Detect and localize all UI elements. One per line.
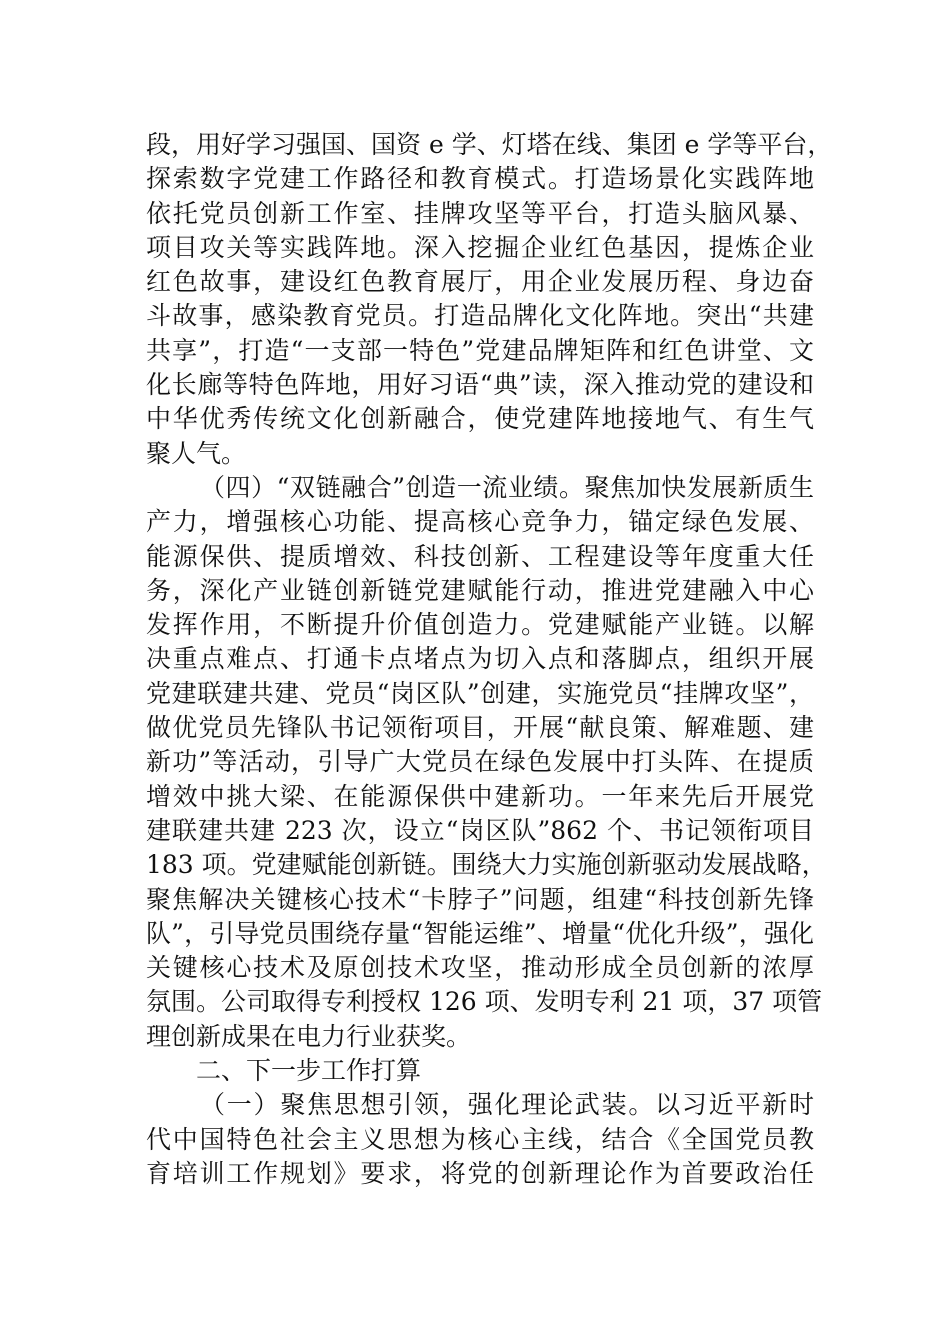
text-line: 育培训工作规划》要求，将党的创新理论作为首要政治任 xyxy=(146,1158,814,1188)
section-heading: 二、下一步工作打算 xyxy=(196,1056,422,1086)
text-line: 新功”等活动，引导广大党员在绿色发展中打头阵、在提质 xyxy=(146,747,814,777)
section-heading-line: （四）“双链融合”创造一流业绩。聚焦加快发展新质生 xyxy=(200,472,814,502)
text-line: 队”，引导党员围绕存量“智能运维”、增量“优化升级”，强化 xyxy=(146,918,814,948)
text-line: 斗故事，感染教育党员。打造品牌化文化阵地。突出“共建 xyxy=(146,301,814,331)
section-heading-line: （一）聚焦思想引领，强化理论武装。以习近平新时 xyxy=(200,1090,814,1120)
text-line: 增效中挑大梁、在能源保供中建新功。一年来先后开展党 xyxy=(146,781,814,811)
text-line: 探索数字党建工作路径和教育模式。打造场景化实践阵地 xyxy=(146,164,814,194)
text-line: 产力，增强核心功能、提高核心竞争力，锚定绿色发展、 xyxy=(146,507,814,537)
text-line: 能源保供、提质增效、科技创新、工程建设等年度重大任 xyxy=(146,541,814,571)
text-line: 做优党员先锋队书记领衔项目，开展“献良策、解难题、建 xyxy=(146,713,814,743)
text-line: 务，深化产业链创新链党建赋能行动，推进党建融入中心 xyxy=(146,575,814,605)
text-line: 关键核心技术及原创技术攻坚，推动形成全员创新的浓厚 xyxy=(146,953,814,983)
text-line: 段，用好学习强国、国资 e 学、灯塔在线、集团 e 学等平台， xyxy=(146,130,833,159)
text-line: 代中国特色社会主义思想为核心主线，结合《全国党员教 xyxy=(146,1124,814,1154)
text-line: 建联建共建 223 次，设立“岗区队”862 个、书记领衔项目 xyxy=(146,815,814,845)
text-line: 发挥作用，不断提升价值创造力。党建赋能产业链。以解 xyxy=(146,610,814,640)
text-line: 党建联建共建、党员“岗区队”创建，实施党员“挂牌攻坚”， xyxy=(146,678,814,708)
text-line: 聚人气。 xyxy=(146,438,247,468)
text-line: 决重点难点、打通卡点堵点为切入点和落脚点，组织开展 xyxy=(146,644,814,674)
text-line: 183 项。党建赋能创新链。围绕大力实施创新驱动发展战略， xyxy=(146,850,827,880)
text-line: 中华优秀传统文化创新融合，使党建阵地接地气、有生气 xyxy=(146,404,814,434)
text-line: 项目攻关等实践阵地。深入挖掘企业红色基因，提炼企业 xyxy=(146,232,814,262)
text-line: 依托党员创新工作室、挂牌攻坚等平台，打造头脑风暴、 xyxy=(146,198,814,228)
text-line: 氛围。公司取得专利授权 126 项、发明专利 21 项，37 项管 xyxy=(146,987,823,1017)
text-line: 共享”，打造“一支部一特色”党建品牌矩阵和红色讲堂、文 xyxy=(146,335,814,365)
text-line: 理创新成果在电力行业获奖。 xyxy=(146,1021,472,1051)
document-body xyxy=(146,128,833,1191)
text-line: 红色故事，建设红色教育展厅，用企业发展历程、身边奋 xyxy=(146,267,814,297)
text-line: 聚焦解决关键核心技术“卡脖子”问题，组建“科技创新先锋 xyxy=(146,884,814,914)
text-line: 化长廊等特色阵地，用好习语“典”读，深入推动党的建设和 xyxy=(146,370,814,400)
